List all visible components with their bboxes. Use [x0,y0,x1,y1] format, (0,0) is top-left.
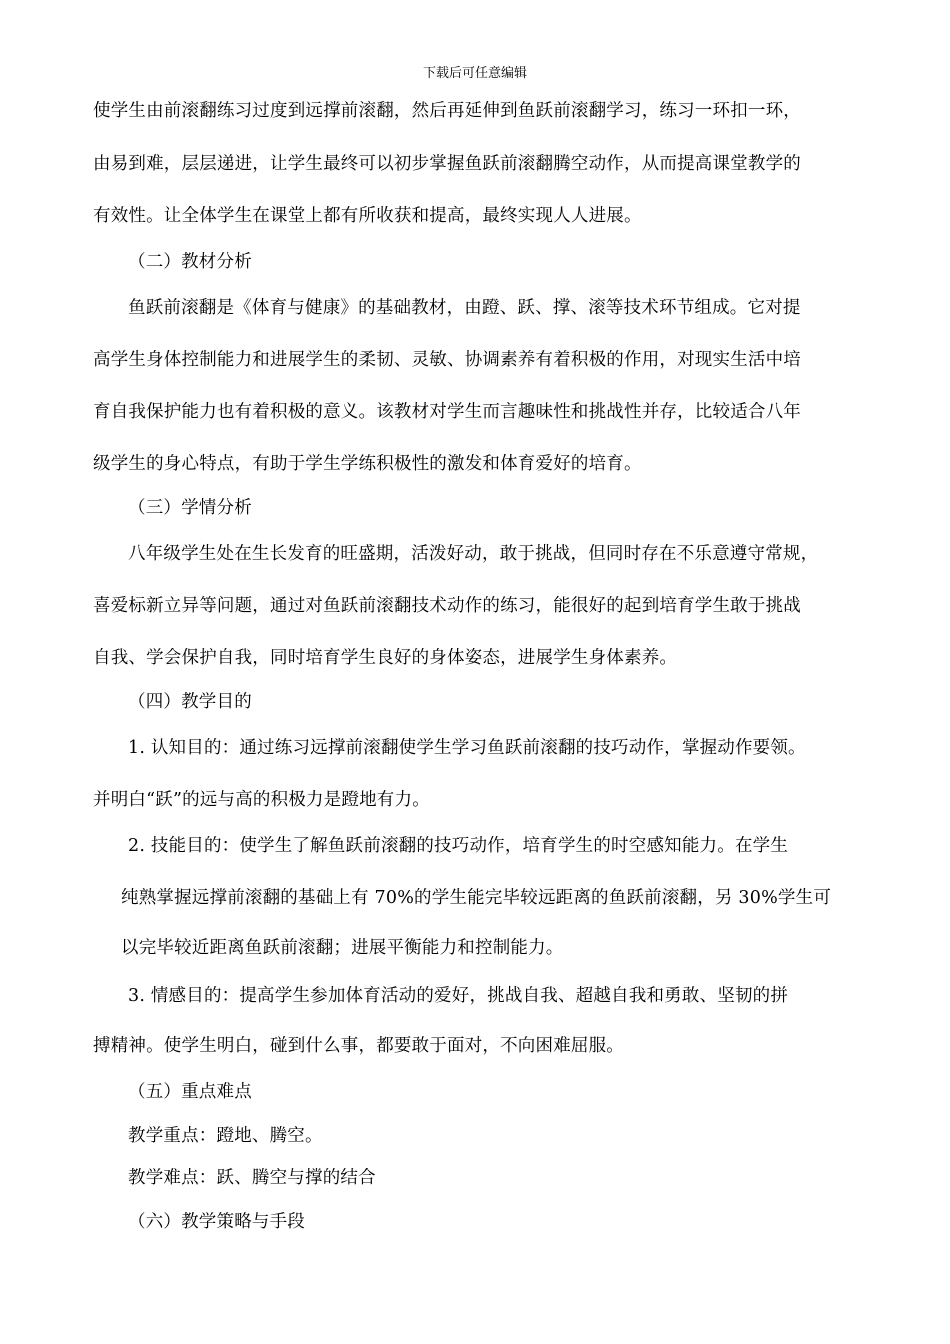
paragraph-line: 鱼跃前滚翻是《体育与健康》的基础教材，由蹬、跃、撑、滚等技术环节组成。它对提 [128,298,801,318]
paragraph-line: 1. 认知目的：通过练习远撑前滚翻使学生学习鱼跃前滚翻的技巧动作，掌握动作要领。 [128,738,806,758]
paragraph-line: 2. 技能目的：使学生了解鱼跃前滚翻的技巧动作，培育学生的时空感知能力。在学生 [128,836,789,856]
section-heading: （四）教学目的 [128,692,252,712]
paragraph-line: 3. 情感目的：提高学生参加体育活动的爱好，挑战自我、超越自我和勇敢、坚韧的拼 [128,986,789,1006]
paragraph-line: 教学难点：跃、腾空与撑的结合 [128,1168,376,1188]
paragraph-line: 由易到难，层层递进，让学生最终可以初步掌握鱼跃前滚翻腾空动作，从而提高课堂教学的 [93,154,801,174]
paragraph-line: 纯熟掌握远撑前滚翻的基础上有 70%的学生能完毕较远距离的鱼跃前滚翻，另 30%学生可 [121,888,832,908]
page-header: 下载后可任意编辑 [422,66,527,81]
section-heading: （五）重点难点 [128,1082,252,1102]
section-heading: （六）教学策略与手段 [128,1212,305,1232]
paragraph-line: 教学重点：蹬地、腾空。 [128,1126,323,1146]
section-heading: （三）学情分析 [128,498,252,518]
paragraph-line: 育自我保护能力也有着积极的意义。该教材对学生而言趣味性和挑战性并存，比较适合八年 [93,402,801,422]
paragraph-line: 八年级学生处在生长发育的旺盛期，活泼好动，敢于挑战，但同时存在不乐意遵守常规， [128,544,819,564]
paragraph-line: 有效性。让全体学生在课堂上都有所收获和提高，最终实现人人进展。 [93,206,642,226]
paragraph-line: 自我、学会保护自我，同时培育学生良好的身体姿态，进展学生身体素养。 [93,648,678,668]
paragraph-line: 级学生的身心特点，有助于学生学练积极性的激发和体育爱好的培育。 [93,454,642,474]
paragraph-line: 喜爱标新立异等问题，通过对鱼跃前滚翻技术动作的练习，能很好的起到培育学生敢于挑战 [93,596,801,616]
section-heading: （二）教材分析 [128,252,252,272]
paragraph-line: 以完毕较近距离鱼跃前滚翻；进展平衡能力和控制能力。 [121,938,564,958]
paragraph-line: 搏精神。使学生明白，碰到什么事，都要敢于面对，不向困难屈服。 [93,1036,624,1056]
paragraph-line: 高学生身体控制能力和进展学生的柔韧、灵敏、协调素养有着积极的作用，对现实生活中培 [93,350,801,370]
paragraph-line: 使学生由前滚翻练习过度到远撑前滚翻，然后再延伸到鱼跃前滚翻学习，练习一环扣一环， [93,101,801,121]
paragraph-line: 并明白“跃”的远与高的积极力是蹬地有力。 [93,790,430,810]
